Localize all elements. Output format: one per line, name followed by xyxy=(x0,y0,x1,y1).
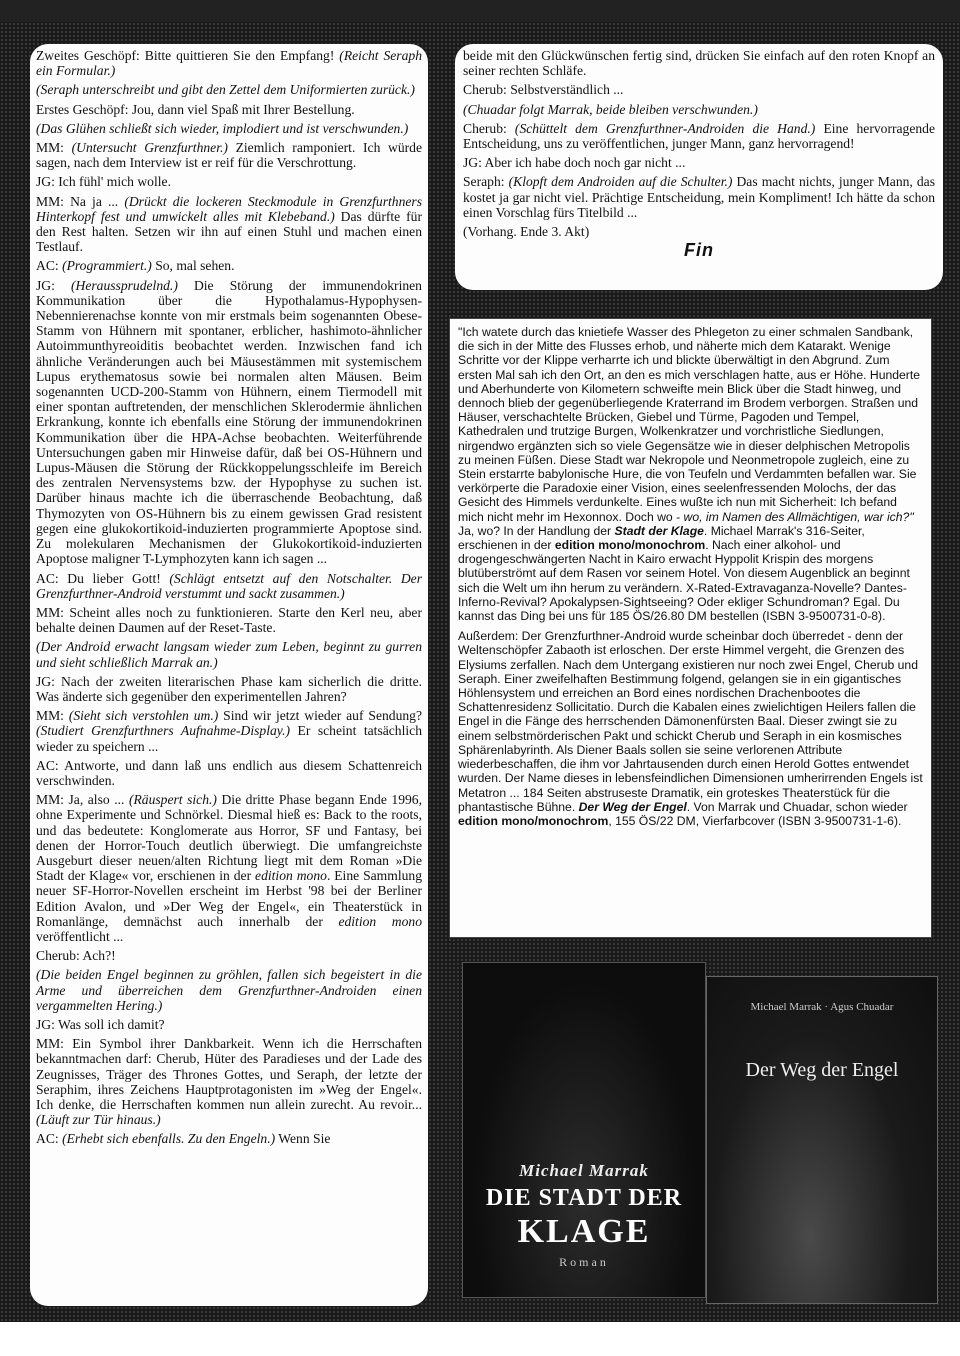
script-paragraph xyxy=(36,140,422,170)
text-span: edition mono/monochrom xyxy=(458,813,609,828)
review-paragraph xyxy=(458,325,923,623)
script-paragraph xyxy=(36,1131,422,1146)
fin-label: Fin xyxy=(684,240,714,261)
book1-author: Michael Marrak xyxy=(519,1161,649,1180)
text-span: Die Störung der immunendokrinen Kommunikation über die Hypothalamus-Hypophysen-Nebennierenachse konnte von mir erstmals beim sogenannten Obese-Stamm von Hühnern mit spontaner, erblicher, hashimoto-ähnlicher Autoimmunthyreoiditis beobachtet werden. Inzwischen fand ich ähnliche Veränderungen auch bei Mäusestämmen mit systemischem Lupus erythematosus sowie bei normalen alten Mäusen. Beim sogenannten UCD-200-Stamm von Hühnern, einem Tiermodell mit einer spontan auftretenden, der menschlichen Sklerodermie ähnlichen Erkrankung, konnte ich ebenfalls eine Störung der immunendokrinen Kommunikation über die HPA-Achse beobachten. Weiterführende Untersuchungen gaben mir Hinweise dafür, daß bei OS-Hühnern und Lupus-Mäusen die Störung der Rückkoppelungsschleife im Bereich des zentralen Nervensystems bzw. der Hypophyse zu suchen ist. Darüber hinaus machte ich die überraschende Beobachtung, daß Thymozyten von OS-Hühnern bis zu einem gewissen Grad resistent gegen eine glukokortikoid-induzierten programmierte Apoptose sind. Zu molekularen Mechanismen der Glukokortikoid-induzierten Apoptose maligner T-Lymphozyten kann ich sagen ... xyxy=(36,277,422,567)
script-paragraph xyxy=(36,967,422,1013)
text-span: (Schüttelt dem Grenzfurthner-Androiden die Hand.) xyxy=(514,120,816,136)
script-continuation-panel xyxy=(455,44,943,290)
text-span: Sind wir jetzt wieder auf Sendung? xyxy=(218,708,422,724)
text-span: So, mal sehen. xyxy=(151,258,235,274)
script-paragraph xyxy=(36,639,422,669)
book-review-box xyxy=(449,318,932,938)
script-paragraph xyxy=(36,571,422,601)
text-span: . Eine Sammlung neuer SF-Horror-Novellen erscheint im Herbst '98 bei der Berliner Edition Avalon, und »Der Weg der Engel«, ein Theaterstück in Romanlänge, demnächst auch innerhalb der xyxy=(36,868,422,929)
text-span: Der Weg der Engel xyxy=(578,799,687,814)
script-paragraph xyxy=(36,174,422,189)
text-span: (Studiert Grenzfurthners Aufnahme-Display.) xyxy=(36,723,291,739)
interview-script-column xyxy=(30,44,428,1306)
script-continuation-paragraphs xyxy=(463,48,935,239)
text-span: Die dritte Phase begann Ende 1996, ohne Experimente und Schnörkel. Diesmal hieß es: Back to the roots, und das bedeutete: Konglomerate aus Horror, SF und Fantasy, bei denen der Horror-Touch deutlich überwiegt. Die umfangreichste Ausgeburt dieser neuen/alten Richtung liegt mit dem Roman »Die Stadt der Klage« vor, erschienen in der xyxy=(36,792,422,884)
script-paragraph xyxy=(463,224,935,239)
script-paragraph xyxy=(36,48,422,78)
text-span: (Chuadar folgt Marrak, beide bleiben verschwunden.) xyxy=(463,101,758,117)
text-span: edition mono xyxy=(338,913,422,929)
text-span: MM: Ein Symbol ihrer Dankbarkeit. Wenn ich die Herrschaften bekanntmachen darf: Cherub, Hüter des Paradieses und der Lade des Zeugnisses, Träger des Thrones Gottes, und Seraph, der letzte der Seraphim, ihres Zeichens Hauptprotagonisten im »Weg der Engel«. Ich denke, die Herrschaften kommen nun allein zurecht. Au revoir... xyxy=(36,1036,422,1112)
text-span: Zweites Geschöpf: Bitte quittieren Sie den Empfang! xyxy=(36,48,340,63)
script-paragraph xyxy=(36,102,422,117)
book1-title-bottom: KLAGE xyxy=(517,1213,651,1250)
text-span: (Sieht sich verstohlen um.) xyxy=(68,708,219,724)
text-span: (Vorhang. Ende 3. Akt) xyxy=(463,224,590,240)
text-span: AC: xyxy=(36,258,63,274)
text-span: Er scheint tatsächlich wieder zu speichern ... xyxy=(36,723,422,754)
text-span: (Drückt die lockeren Steckmodule in Grenzfurthners Hinterkopf fest und umwickelt alles mit Klebeband.) xyxy=(36,193,422,224)
text-span: "Ich watete durch das knietiefe Wasser des Phlegeton zu einer schmalen Sandbank, die sich in der Mitte des Flusses erhob, und näherte mich dem Katarakt. Wenige Schritte vor der Klippe verharrte ich und blickte überwältigt in den Abgrund. Zum ersten Mal sah ich den Ort, an den es mich verschlagen hatte, aus er Höhe. Hunderte und Aberhunderte von Kilometern schweifte mein Blick über die Stadt hinweg, und dennoch blieb der gegenüberliegende Kraterrand im Brodem verborgen. Straßen und Häuser, verschachtelte Brücken, Giebel und Türme, Pagoden und Tempel, Kathedralen und trutzige Burgen, Wolkenkratzer und vorchristliche Siedlungen, nirgendwo ergänzten sich so viele Gegensätze wie in dieser delphischen Metropolis zu meinen Füßen. Diese Stadt war Nekropole und Neonmetropole zugleich, eine zu Stein erstarrte babylonische Hure, die von Teufeln und Verdammten befallen war. Sie verkörperte die Paradoxie einer Vision, eines seelenfressenden Molochs, der das Gesicht des Himmels verdunkelte. Eines wußte ich nun mit Sicherheit: Ich befand mich nicht mehr im Hexonnox. Doch wo - xyxy=(458,325,921,524)
text-span: (Die beiden Engel beginnen zu gröhlen, fallen sich begeistert in die Arme und überreichen dem Grenzfurthner-Androiden einen vergammelten Hering.) xyxy=(36,967,422,1013)
text-span: Cherub: xyxy=(463,120,515,136)
script-paragraph xyxy=(463,82,935,97)
text-span: Wenn Sie xyxy=(275,1131,331,1147)
book2-authors: Michael Marrak · Agus Chuadar xyxy=(750,1001,894,1013)
book1-subtitle: Roman xyxy=(559,1255,609,1269)
text-span: Cherub: Ach?! xyxy=(36,948,116,964)
script-paragraph xyxy=(36,708,422,754)
script-paragraph xyxy=(36,948,422,963)
text-span: Erstes Geschöpf: Jou, dann viel Spaß mit Ihrer Bestellung. xyxy=(36,101,355,117)
text-span: , 155 ÖS/22 DM, Vierfarbcover (ISBN 3-9500731-1-6). xyxy=(608,813,902,828)
text-span: JG: Was soll ich damit? xyxy=(36,1016,165,1032)
script-paragraph xyxy=(463,121,935,151)
text-span: JG: Ich fühl' mich wolle. xyxy=(36,174,171,190)
script-paragraph xyxy=(463,48,935,78)
script-paragraph xyxy=(36,278,422,567)
text-span: edition mono xyxy=(255,868,327,884)
script-paragraph xyxy=(36,792,422,944)
text-span: beide mit den Glückwünschen fertig sind, drücken Sie einfach auf den roten Knopf an seiner rechten Schläfe. xyxy=(463,48,935,79)
text-span: (Das Glühen schließt sich wieder, implodiert und ist verschwunden.) xyxy=(36,120,409,136)
script-paragraph xyxy=(36,674,422,704)
text-span: Ja, wo? In der Handlung der xyxy=(458,523,615,538)
review-paragraph xyxy=(458,629,923,828)
text-span: (Läuft zur Tür hinaus.) xyxy=(36,1112,161,1128)
text-span: MM: Scheint alles noch zu funktionieren. Starte den Kerl neu, aber behalte deinen Daumen auf der Reset-Taste. xyxy=(36,604,422,636)
text-span: (Der Android erwacht langsam wieder zum Leben, beginnt zu gurren und sieht schließlich Marrak an.) xyxy=(36,639,422,670)
text-span: edition mono/monochrom xyxy=(554,538,706,553)
script-paragraph xyxy=(36,121,422,136)
script-paragraph xyxy=(36,1036,422,1127)
text-span: (Heraussprudelnd.) xyxy=(71,277,178,293)
text-span: JG: Nach der zweiten literarischen Phase kam sicherlich die dritte. Was änderte sich gegenüber den experimentellen Jahren? xyxy=(36,673,422,704)
text-span: MM: Ja, also ... xyxy=(36,792,129,808)
review-paragraphs xyxy=(458,325,923,828)
text-span: (Reicht Seraph ein Formular.) xyxy=(36,48,422,79)
book-cover-weg-der-engel xyxy=(706,976,938,1304)
book1-title-top: DIE STADT DER xyxy=(485,1185,683,1211)
text-span: Außerdem: Der Grenzfurthner-Android wurde scheinbar doch überredet - denn der Weltenschöpfer Zabaoth ist erloschen. Der erste Himmel vergeht, die Grenzen des Elysiums zerfallen. Nach dem Untergang existieren nur noch zwei Engel, Cherub und Seraph. Einer zweifelhaften Bestimmung folgend, gelangen sie in ein gigantisches Höhlensystem und erreichen an Bord eines nordischen Drachenbootes die Schattenresidenz Sollicitatio. Durch die Kabalen eines zwielichtigen Heilers fallen die Engel in die Fänge des herrschenden Dämonenfürsten Baal. Dieser zwingt sie zu einem selbstmörderischen Pakt und schickt Cherub und Seraph in ein kosmisches Sphärenlabyrinth. Als Diener Baals sollen sie seine verlorenen Attribute wiederbeschaffen, die ihm vor Jahrtausenden durch einen Herold Gottes entwendet wurden. Der Name dieses in lebensfeindlichen Dimensionen umherirrenden Engels ist Metatron ... 184 Seiten abstruseste Dramatik, ein groteskes Theaterstück für die phantastische Bühne. xyxy=(458,629,923,814)
text-span: MM: xyxy=(36,140,72,156)
text-span: (Seraph unterschreibt und gibt den Zettel dem Uniformierten zurück.) xyxy=(36,82,415,98)
text-span: wo, im Namen des Allmächtigen, war ich?" xyxy=(683,509,914,524)
text-span: MM: xyxy=(36,708,69,724)
text-span: Das macht nichts, junger Mann, das kostet ja gar nicht viel. Prächtige Entscheidung, mein Kompliment! Ich hätte da schon einen Vorschlag fürs Titelbild ... xyxy=(463,174,935,220)
script-paragraph xyxy=(463,174,935,220)
script-paragraph xyxy=(36,258,422,273)
text-span: JG: Aber ich habe doch noch gar nicht ... xyxy=(463,155,686,171)
text-span: (Untersucht Grenzfurthner.) xyxy=(71,140,228,156)
text-span: . Michael Marrak's 316-Seiter, erschienen in der xyxy=(458,523,865,553)
text-span: (Räuspert sich.) xyxy=(128,792,217,808)
script-paragraph xyxy=(36,1017,422,1032)
book-cover-stadt-der-klage xyxy=(462,962,706,1298)
text-span: Das dürfte für den Rest halten. Setzen wir ihn auf einen Stuhl und machen einen Testlauf. xyxy=(36,208,422,255)
script-paragraphs xyxy=(36,48,422,1147)
text-span: JG: xyxy=(36,277,71,293)
text-span: AC: Du lieber Gott! xyxy=(36,570,170,586)
text-span: (Schlägt entsetzt auf den Notschalter. Der Grenzfurthner-Android verstummt und sackt zusammen.) xyxy=(36,570,422,601)
cover-art xyxy=(707,977,937,1303)
text-span: Ziemlich ramponiert. Ich würde sagen, nach dem Interview ist er reif für die Verschrottung. xyxy=(36,140,422,171)
script-paragraph xyxy=(463,102,935,117)
text-span: (Erhebt sich ebenfalls. Zu den Engeln.) xyxy=(62,1131,276,1147)
text-span: . Von Marrak und Chuadar, schon wieder xyxy=(686,799,908,814)
text-span: Stadt der Klage xyxy=(614,523,704,538)
top-border xyxy=(0,0,960,22)
text-span: veröffentlicht ... xyxy=(36,928,124,944)
script-paragraph xyxy=(36,758,422,788)
text-span: (Programmiert.) xyxy=(62,258,152,274)
text-span: AC: Antworte, und dann laß uns endlich aus diesem Schattenreich verschwinden. xyxy=(36,757,422,788)
text-span: . Nach einer alkohol- und drogengeschwängerten Nacht in Kairo erwacht Hyppolit Krispin des morgens blutüberströmt auf dem Rasen vor seinem Hotel. Von diesem Augenblick an beginnt sich die Welt um ihn herum zu verändern. X-Rated-Extravaganza-Novelle? Dantes-Inferno-Revival? Apokalypsen-Sightseeing? Oder ekliger Schundroman? Egal. Du kannst das Ding bei uns für 185 ÖS/26.80 DM bestellen (ISBN 3-9500731-0-8). xyxy=(458,538,910,624)
text-span: Seraph: xyxy=(463,174,509,190)
text-span: (Klopft dem Androiden auf die Schulter.) xyxy=(508,174,733,190)
text-span: Eine hervorragende Entscheidung, uns zu veröffentlichen, junger Mann, ganz hervorragend! xyxy=(463,120,935,152)
book2-title: Der Weg der Engel xyxy=(745,1059,899,1081)
text-span: MM: Na ja ... xyxy=(36,193,125,209)
script-paragraph xyxy=(463,155,935,170)
text-span: AC: xyxy=(36,1131,63,1147)
script-paragraph xyxy=(36,82,422,97)
script-paragraph xyxy=(36,194,422,255)
text-span: Cherub: Selbstverständlich ... xyxy=(463,82,624,98)
script-paragraph xyxy=(36,605,422,635)
